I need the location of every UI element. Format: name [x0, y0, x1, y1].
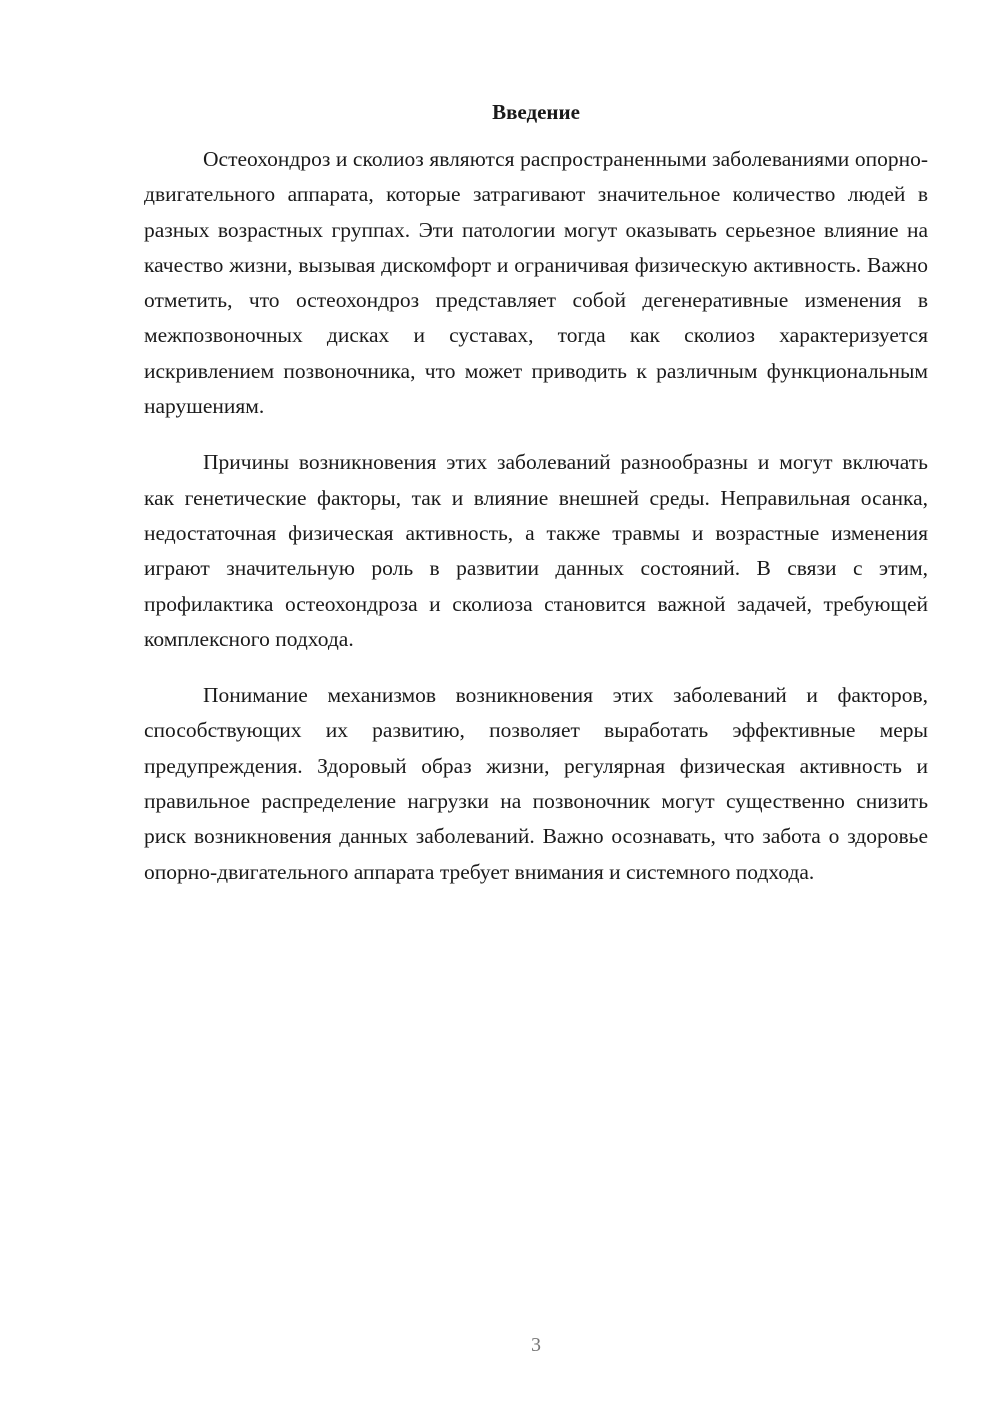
paragraph-1: Остеохондроз и сколиоз являются распространенными заболеваниями опорно-двигательного аппарата, которые затрагивают значительное количество людей в разных возрастных группах. Эти патологии могут оказывать серьезное влияние на качество жизни, вызывая дискомфорт и ограничивая физическую активность. Важно отметить, что остеохондроз представляет собой дегенеративные изменения в межпозвоночных дисках и суставах, тогда как сколиоз характеризуется искривлением позвоночника, что может приводить к различным функциональным нарушениям. — [144, 147, 928, 419]
section-heading: Введение — [492, 100, 580, 124]
paragraph-2: Причины возникновения этих заболеваний разнообразны и могут включать как генетические факторы, так и влияние внешней среды. Неправильная осанка, недостаточная физическая активность, а также травмы и возрастные изменения играют значительную роль в развитии данных состояний. В связи с этим, профилактика остеохондроза и сколиоза становится важной задачей, требующей комплексного подхода. — [144, 450, 928, 651]
body-text — [144, 142, 928, 911]
paragraph-3: Понимание механизмов возникновения этих заболеваний и факторов, способствующих их развитию, позволяет выработать эффективные меры предупреждения. Здоровый образ жизни, регулярная физическая активность и правильное распределение нагрузки на позвоночник могут существенно снизить риск возникновения данных заболеваний. Важно осознавать, что забота о здоровье опорно-двигательного аппарата требует внимания и системного подхода. — [144, 683, 928, 884]
page-number: 3 — [531, 1334, 541, 1356]
